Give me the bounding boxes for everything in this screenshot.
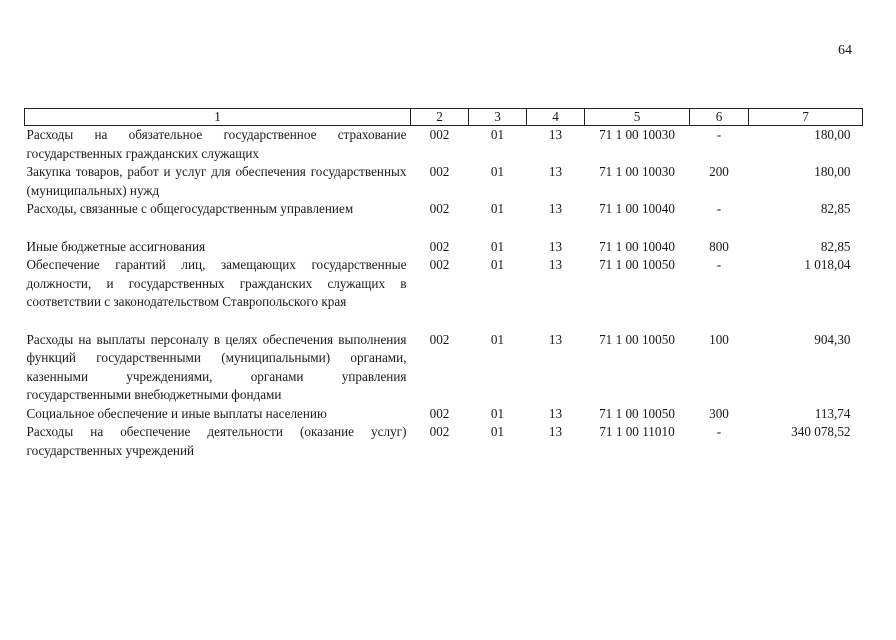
cell-ministry-code: 002: [429, 257, 450, 272]
table-row: [25, 200, 863, 238]
cell-amount: 904,30: [814, 331, 851, 347]
cell-target-article: 71 1 00 10030: [599, 164, 675, 179]
table-row: [25, 423, 863, 460]
row-description: Иные бюджетные ассигнования: [26, 238, 206, 254]
cell-target-article: 71 1 00 10050: [599, 405, 675, 421]
cell-ministry-code: 002: [429, 201, 450, 216]
cell-expense-type: -: [716, 257, 722, 272]
cell-section: 01: [490, 201, 505, 216]
cell-section: 01: [490, 424, 505, 439]
cell-amount: 340 078,52: [791, 424, 851, 439]
cell-subsection: 13: [548, 405, 563, 421]
cell-amount: 113,74: [814, 405, 851, 421]
column-header: 7: [749, 109, 863, 126]
row-description: Расходы на выплаты персоналу в целях обеспечения выполнения функций государственными (муниципальными) органами, казенными учреждениями, органами управления государственными внебюджетными фондами: [26, 331, 407, 402]
row-description: Социальное обеспечение и иные выплаты населению: [26, 405, 327, 421]
table-row: [25, 256, 863, 331]
cell-subsection: 13: [548, 257, 563, 272]
cell-expense-type: 800: [709, 238, 729, 254]
cell-amount: 82,85: [820, 201, 851, 216]
cell-subsection: 13: [548, 238, 563, 254]
cell-section: 01: [490, 405, 505, 421]
table-row: [25, 331, 863, 405]
row-description: Закупка товаров, работ и услуг для обеспечения государственных (муниципальных) нужд: [26, 164, 407, 198]
table-body: [25, 126, 863, 461]
cell-subsection: 13: [548, 424, 563, 439]
cell-amount: 180,00: [814, 127, 851, 142]
cell-subsection: 13: [548, 201, 563, 216]
column-header: 4: [527, 109, 585, 126]
cell-expense-type: -: [716, 424, 722, 439]
cell-expense-type: 200: [709, 164, 729, 179]
cell-ministry-code: 002: [429, 238, 450, 254]
column-header: 6: [690, 109, 749, 126]
cell-subsection: 13: [548, 127, 563, 142]
table-row: [25, 163, 863, 200]
cell-ministry-code: 002: [429, 127, 450, 142]
row-description: Обеспечение гарантий лиц, замещающих государственные должности, и государственных гражданских служащих в соответствии с законодательством Ставропольского края: [26, 257, 407, 309]
cell-target-article: 71 1 00 10040: [599, 201, 675, 216]
budget-table: [24, 108, 863, 460]
cell-target-article: 71 1 00 11010: [599, 424, 675, 439]
cell-expense-type: 300: [709, 405, 729, 421]
cell-ministry-code: 002: [429, 405, 450, 421]
cell-subsection: 13: [548, 164, 563, 179]
cell-subsection: 13: [548, 331, 563, 347]
table-header: [25, 109, 863, 126]
row-description: Расходы на обеспечение деятельности (оказание услуг) государственных учреждений: [26, 424, 407, 458]
cell-ministry-code: 002: [429, 424, 450, 439]
cell-target-article: 71 1 00 10040: [599, 238, 675, 254]
column-header: 2: [411, 109, 469, 126]
column-header: 1: [25, 109, 411, 126]
cell-amount: 1 018,04: [804, 257, 851, 272]
cell-amount: 82,85: [820, 238, 851, 254]
row-description: Расходы на обязательное государственное страхование государственных гражданских служащих: [26, 127, 407, 161]
cell-ministry-code: 002: [429, 164, 450, 179]
cell-expense-type: -: [716, 201, 722, 216]
cell-target-article: 71 1 00 10050: [599, 257, 675, 272]
cell-section: 01: [490, 331, 505, 347]
cell-target-article: 71 1 00 10050: [599, 331, 675, 347]
cell-target-article: 71 1 00 10030: [599, 127, 675, 142]
cell-section: 01: [490, 127, 505, 142]
budget-table-container: [24, 108, 862, 460]
cell-section: 01: [490, 164, 505, 179]
column-header: 5: [585, 109, 690, 126]
column-header: 3: [469, 109, 527, 126]
cell-amount: 180,00: [814, 164, 851, 179]
cell-section: 01: [490, 257, 505, 272]
cell-ministry-code: 002: [429, 331, 450, 347]
cell-section: 01: [490, 238, 505, 254]
row-description: Расходы, связанные с общегосударственным управлением: [26, 201, 354, 216]
header-row: [25, 109, 863, 126]
page-number: 64: [838, 43, 852, 58]
table-row: [25, 405, 863, 424]
cell-expense-type: 100: [709, 331, 729, 347]
table-row: [25, 238, 863, 257]
table-row: [25, 126, 863, 164]
cell-expense-type: -: [716, 127, 722, 142]
